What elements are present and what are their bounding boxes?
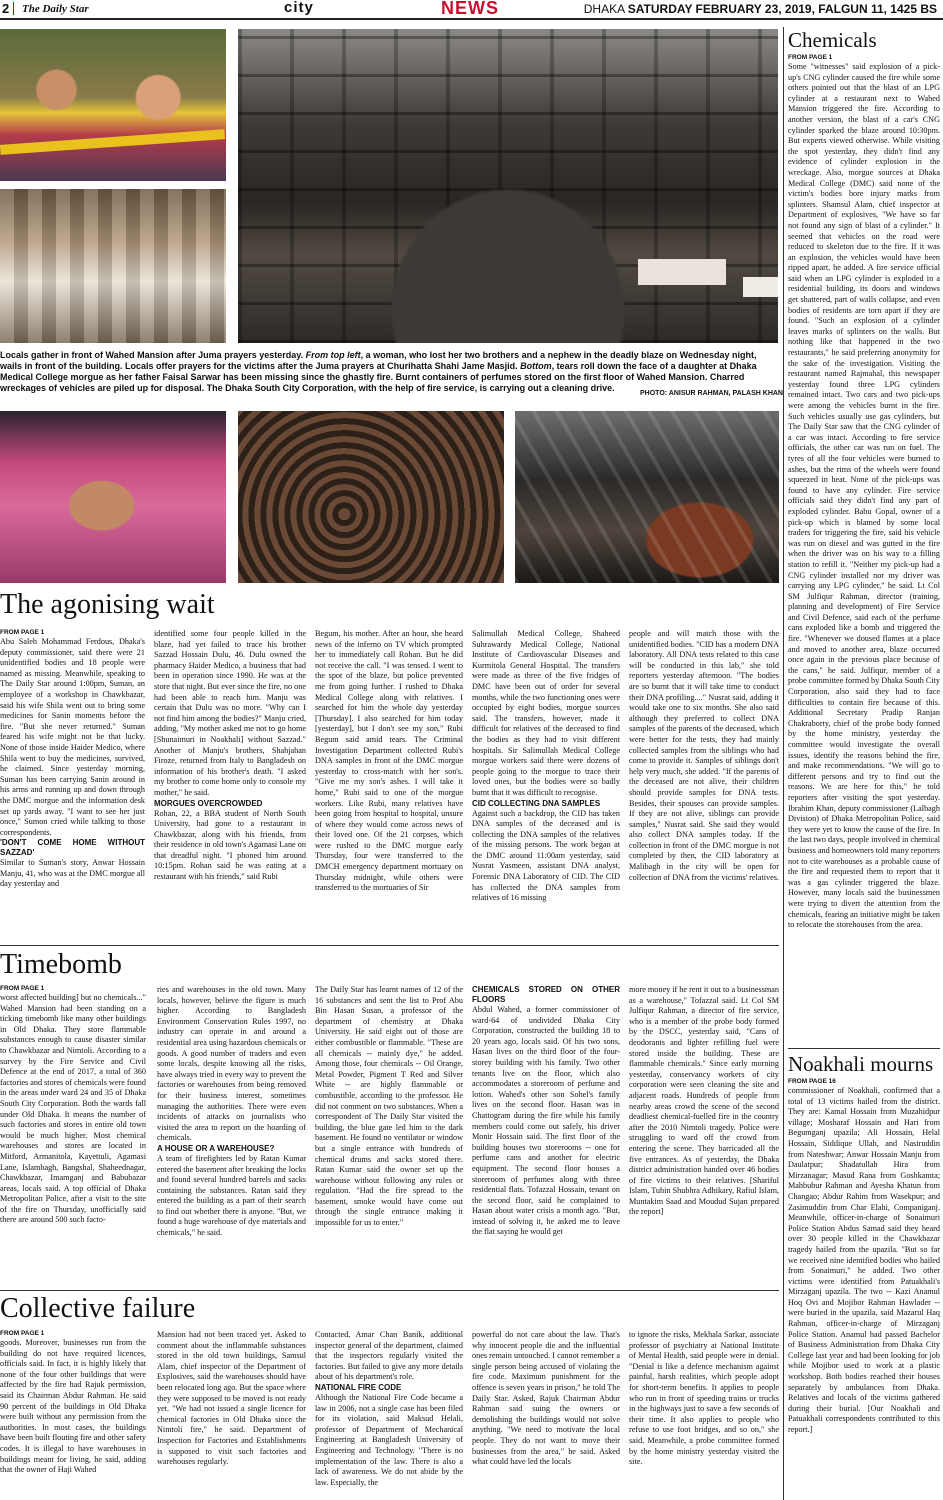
- collective-col-4: [472, 1330, 620, 1500]
- article-text: Against such a backdrop, the CID has taken DNA samples of the deceased and is collecting the DNA samples of the relatives of the missing persons. The work began at the DMC around 11:00am yesterday, said Nusrat Yasmeen, assistant DNA analyst, Forensic DNA Laboratory of CID. The CID has collected the DNA samples from relatives of 16 missing: [472, 808, 620, 903]
- subhead: A HOUSE OR A WAREHOUSE?: [157, 1143, 275, 1153]
- masthead-divider: [13, 2, 14, 15]
- photo-charred-vehicles: [515, 411, 779, 583]
- article-text: Begum, his mother. After an hour, she heard news of the inferno on TV which prompted her to immediately call Rohan. But he did not receive the call. "I was tensed. I went to the spot of the blaze, but police prevented me from going further. I rushed to Dhaka Medical College along with relatives. I searched for him the whole day yesterday [Thursday]. I also searched for him today [yesterday], but I don't see my son," Rubi Begum said amid tears. The Criminal Investigation Department collected Rubi's DNA samples in front of the DMC morgue yesterday to cross-match with her son's. "Give me my son's ashes. I will take it home," Rubi said to one of the morgue workers. Like Rubi, many relatives have been going from hospital to hospital, unsure of where they would come across news of their loved one. Of the 21 corpses, which were rushed to the DMC morgue early Thursday, four were transferred to the DMCH emergency department mortuary on Thursday midnight, while others were transferred to the mortuaries of Sir: [315, 629, 463, 893]
- agonising-col-2: [154, 629, 306, 941]
- newspaper-logo: The Daily Star: [22, 3, 89, 15]
- from-page-label: FROM PAGE 1: [0, 629, 45, 636]
- collective-col-1: [0, 1330, 146, 1500]
- article-text: people and will match those with the unidentified bodies. "CID has a modern DNA laboratory. All DNA tests related to this case will be conducted in this lab," she told reporters yesterday afternoon. "The bodies are so burnt that it will take time to conduct their DNA profiling...." Nusrat said, adding it would take one to six months. She also said although they preferred to collect DNA samples of the parents of the deceased, which were better for the tests, they had mainly collected samples from the siblings who had come to provide it. Samples of siblings don't help very much, she added. "If the parents of the deceased are not alive, their children should provide samples for DNA tests. Besides, their spouses can provide samples. If they are not alive, siblings can provide samples," Nusrat said. She said they would also collect DNA samples today. If the collection in front of the DMC morgue is not completed by then, the CID laboratory at Malibagh in the city will be open for collection of DNA from the victims' relatives.: [629, 629, 779, 882]
- headline-chemicals: Chemicals: [788, 28, 877, 52]
- article-text: more money if he rent it out to a businessman as a warehouse," Tofazzal said. Lt Col SM Julfiqur Rahman, a director of fire service, who is a member of the probe body formed by the DSCC, yesterday said, "Cans of deodorants and lighter refilling fuel were stored inside the building. These are flammable chemicals." Since early morning yesterday, conservancy workers of city corporation were seen cleaning the site and adjacent roads. Hundreds of people from nearby areas crowd the scene of the second deadliest chemical-fuelled fire in the country after the 2010 Nimtoli tragedy. Police were struggling to ward off the crowd from entering the scene. They barricaded all the five entrances. As of yesterday, the Dhaka district administration handed over 46 bodies of fire victims to their relatives. [Shariful Islam, Tuhin Shubhra Adhikary, Rafiul Islam, Muntakim Saad and Moudud Sujan prepared the report]: [629, 985, 779, 1217]
- article-text: Rohan, 22, a BBA student of North South University, had gone to a restaurant in Chawkbazar, along with his friends, from their residence in old town's Agamasi Lane on that dreadful night. "I phoned him around 10:15pm. Rohan said he was eating at a restaurant with his friends," said Rubi: [154, 808, 306, 882]
- article-text: powerful do not care about the law. That's why innocent people die and the influential ones remain untouched. I cannot remember a single person being accused of violating the fire code. Maximum punishment for the offence is seven years in prison," he told The Daily Star. Asked, Rajuk Chairman Abdur Rahman said suing the owners or demolishing the buildings would not solve anything. "We need to motivate the local people. They do not want to move their businesses from the area," he said. Asked what could have led the locals: [472, 1330, 620, 1467]
- photo-wailing-woman: [0, 29, 226, 181]
- collective-col-5: [629, 1330, 779, 1500]
- caption-text-3: , tears roll down the face of a daughter at Dhaka Medical College morgue as her father Faisal Sarwar has been missing since the ghastly fire. Burnt containers of perfumes stored on the first floor of Wahed Mansion. Charred wreckages of vehicles are piled up for disposal. The Dhaka South City Corporation, with the help of fire service, is carrying out a cleaning drive.: [0, 361, 757, 393]
- masthead: [0, 0, 943, 20]
- dateline: [584, 2, 937, 16]
- article-text: Abu Saleh Mohammad Ferdous, Dhaka's deputy commissioner, said there were 21 unidentified bodies and 18 people were named as missing. Meanwhile, speaking to The Daily Star around 1:00pm, Suman, an employee of a workshop in Chawkbazar, said his wife Shila went out to bring some medicines for Sanin moments before the fire. "But she never returned." Suman feared his wife might not be that lucky. None of those inside Haider Medico, where Shila went to buy the medicines, survived, he claimed. Since yesterday morning, Suman has been carrying Sanin around in his arms and running up and down through the DMC morgue and the information desk set up yards away. "I want to see her just once," Sumon cried while talking to those correspondents.: [0, 637, 145, 837]
- collective-col-3: [315, 1330, 463, 1500]
- article-text: Although the National Fire Code became a law in 2006, not a single case has been filed for its violation, said Maksud Helali, professor of Department of Mechanical Engineering at Bangladesh University of Engineering and Technology. "There is no implementation of the law. There is also a lack of awareness. We do not abide by the law. Especially, the: [315, 1392, 463, 1487]
- article-text: Abdul Wahed, a former commissioner of ward-64 of undivided Dhaka City Corporation, constructed the building 18 to 20 years ago, locals said. Of his two sons, Hasan lives on the third floor of the four-storey building with his family. Two other tenants live on the floor, which also accommodates a storeroom of perfume and lotion. Wahed's other son Sohel's family lives on the second floor. Hasan was in Chattogram during the fire while his family members could come out safely, his driver Monir Hossain said. The first floor of the building houses two storerooms -- one for perfume cans and another for electric equipment. The second floor houses a storeroom of perfumes along with three residential flats. Tofazzal Hossain, tenant on the second floor, said he complained to Hasan about water crisis a month ago. "But, instead of solving it, he asked me to leave the flat saying he would get: [472, 1005, 620, 1237]
- photo-wahed-mansion: [238, 29, 778, 343]
- noakhali-column: [788, 1078, 940, 1498]
- dateline-date: SATURDAY FEBRUARY 23, 2019, FALGUN 11, 1425 BS: [627, 2, 937, 16]
- article-text: The Daily Star has learnt names of 12 of the 16 substances and sent the list to Prof Abu Bin Hasan Susan, a professor of the department of chemistry at Dhaka University. He said eight out of those are either combustible or flammable. "These are all chemicals -- mainly dye," he added. Among those, four chemicals -- Oil Orange, Metal Powder, Pigment T Red and Silver White -- are highly flammable or combustible, according to the professor. He did not comment on two substances. When a correspondent of The Daily Star visited the building, the blue gate led him to the dark basement. He found no ventilator or window but a single entrance with hundreds of chemical drums and sacks stored there. Ratan Kumar said the owner set up the warehouse without following any rules or regulation. "Had the fire spread to the basement, smoke would have come out through the single entrance making it impossible for us to enter.": [315, 985, 463, 1228]
- timebomb-col-1: [0, 985, 146, 1285]
- photo-caption: [0, 350, 779, 394]
- building-banner: [638, 259, 726, 285]
- subhead: 'DON'T COME HOME WITHOUT SAZZAD': [0, 838, 145, 858]
- caption-text-2: , a woman, who lost her two brothers and a nephew in the deadly blaze on Wednesday night, wails in front of the building. Locals offer prayers for the victims after the Juma prayers at Churihatta Shahi Jame Masjid.: [0, 350, 757, 371]
- agonising-col-3: [315, 629, 463, 941]
- article-text: Mansion had not been traced yet. Asked to comment about the inflammable substances stored in the old town buildings, Samsul Alam, chief inspector of the Department of Explosives, said the warehouses should have been relocated long ago. But the space where they were supposed to be moved is not ready yet. "We had not issued a single licence for chemical factories in Old Dhaka since the Nimtoli fire," he said. Department of Inspection for Factories and Establishments is supposed to visit such factories and warehouses regularly.: [157, 1330, 306, 1467]
- from-page-label: FROM PAGE 1: [0, 1330, 45, 1337]
- agonising-col-4: [472, 629, 620, 941]
- section-divider: [0, 945, 779, 946]
- photo-credit: PHOTO: ANISUR RAHMAN, PALASH KHAN: [640, 390, 783, 397]
- dateline-city: DHAKA: [583, 2, 625, 16]
- chemicals-column: [788, 54, 940, 1044]
- police-tape: [0, 129, 225, 155]
- article-text: Contacted, Amar Chan Banik, additional inspector general of the department, claimed that the inspectors regularly visited the factories. But failed to give any more details about of his department's role.: [315, 1330, 463, 1382]
- headline-collective-failure: Collective failure: [0, 1293, 196, 1324]
- caption-italic-1: From top left: [305, 350, 361, 360]
- article-text: Some "witnesses" said explosion of a pick-up's CNG cylinder caused the fire while some others pointed out that the blast of an LPG cylinder at a restaurant next to Wahed Mansion triggered the fire. According to another version, the blast of a car's CNG cylinder sparked the blaze around 10:30pm. But experts viewed otherwise. While visiting the spot yesterday, they didn't find any evidence of cylinder explosion in the wreckage. Also, morgue sources at Dhaka Medical College (DMC) said none of the victim's bodies bore injury marks from splinters. Shamsul Alam, chief inspector at Department of explosives, "We have so far not found any sign of blast of a cylinder." It seemed that vehicles on the road were reduced to skeleton due to the fire. If it was an explosion, the vehicles would have been ripped apart, he added. A fire service official said when an LPG cylinder is exploded in a residential building, its doors and windows get shattered, part of walls collapse, and even bodies of residents are torn apart if they are found. "Such an explosion of a cylinder leaves marks of splinters on the walls. But nothing like that happened in the two restaurants," he said preferring anonymity for the sake of the investigation. Visiting the restaurant named Rajmahal, this newspaper yesterday found three LPG cylinders remained intact. Two cars and two pick-ups were among the vehicles burnt in the fire. Such vehicles usually use gas cylinders, but The Daily Star saw that the CNG cylinder of a car was intact. According to fire service officials, the other car was run on fuel. The tyres of all the four vehicles were burned to ashes, but the rims of the wheels were found squeezed in heat. None of the pick-ups was found to have any cylinder. Fire service officials said they didn't find any part of exploded cylinder. Babu Gopal, owner of a pick-up which is blamed by some local traders for triggering the fire, said his vehicle was run on diesel and was gutted in the fire when the driver was on his way to a filling station to refill it. "Neither my pick-up had a CNG cylinder installed nor my driver was carrying any LPG cylinder," he said. Lt Col SM Julfiqur Rahman, director (training, planning and development) of Fire Service and Civil Defence, said each of the perfume cans exploded like a bomb and triggered the fire. "Whenever we doused flames at a place and moved to another area, blaze occurred once again in the previous place because of the cans," he said. Julfiqur, member of a probe committee formed by Dhaka South City Corporation, also said they had to face difficulties to contain fire because of this. Additional Secretary Pradip Ranjan Chakraborty, chief of the probe body formed by the home ministry, yesterday the committee would investigate the overall issues, identify the reasons behind the fire, and make recommendations. "We will go to different persons and try to find out the reasons. We are here for this," he told reporters after visiting the spot yesterday. Ibrahim Khan, deputy commissioner (Lalbagh Division) of Dhaka Metropolitan Police, said they were yet to know the cause of the fire. In the last two days, people involved in chemical business and homeowners told many reporters not to cite warehouses as a probable cause of the fire and requested them to report that it was a gas cylinder triggered the blaze. However, many locals said the businessmen were trying to divert the attention from the chemicals, fearing an initiative might be taken to relocate the storehouses from the area.: [788, 62, 940, 930]
- article-text: Similar to Suman's story, Anwar Hossain Manju, 41, who was at the DMC morgue all day yesterday and: [0, 858, 145, 889]
- article-text: commissioner of Noakhali, confirmed that a total of 13 victims hailed from the district. They are: Kamal Hossain from Muzahidpur village; Mosharaf Hossain and Hari from Begumganj upazila; Ali Hossain, Helal Hossain, Siddique Ullah, and Nasiruddin from Nateshwar; Anwar Hossain Manju from Daulatpur; Shadatullah Hira from Mirzanagar; Masud Rana from Goshkamta; Mahbubur Rahman and Ayesha Khatun from Changao; Abdur Rahim from Wasekpur; and Zasimuddin from Char Elahi, Companiganj. Meanwhile, officer-in-charge of Sonaimuri Police Station Abdus Samad said they heard over 30 people killed in the Chawkbazar tragedy hailed from the upazila. "But so far we received nine identified bodies who hailed from Sonaimuri," he added. Two other victims were identified from Patuakhali's Mirzaganj upazila. The two -- Kazi Anamul Hoq Ovi and Mojibor Rahman Hawlader -- were buried in the upazila, said Mazarul Haq Rahman, officer-in-charge of Mirzaganj Police Station. Anamul had passed Bachelor of Business Administration from Dhaka City College last year and had been looking for job while Mojibor used to work at a plastic workshop. Both bodies reached their houses separately by ambulances from Dhaka. Relatives and locals of the victims gathered during their burial. [Our Noakhali and Patuakhali correspondents contributed to this report.]: [788, 1086, 940, 1434]
- timebomb-col-4: [472, 985, 620, 1285]
- category-label: NEWS: [441, 0, 499, 18]
- article-text: A team of firefighters led by Ratan Kumar entered the basement after breaking the locks and found several hundred barrels and sacks containing the substances. Ratan said they entered the building as a part of their search to find out whether there is anyone. "But, we found a huge warehouse of dye materials and chemicals," he said.: [157, 1153, 306, 1238]
- article-text: Salimullah Medical College, Shaheed Suhrawardy Medical College, National Institute of Cardiovascular Diseases and Kurmitola General Hospital. The transfers were made as three of the five fridges of DMC have been out of order for several months, while the two functioning ones were occupied by eight bodies, morgue sources said. The transfers, however, made it difficult for relatives of the deceased to find the bodies as they had to visit different hospitals. Sir Salimullah Medical College morgue workers said there were dozens of people going to the morgue to trace their loved ones, but the bodies were so badly burnt that it was difficult to recognise.: [472, 629, 620, 797]
- from-page-label: FROM PAGE 16: [788, 1078, 836, 1085]
- article-text: identified some four people killed in the blaze, had yet failed to trace his brother Sazzad Hossain Dulu, 46. Dulu owned the pharmacy Haider Medico, a business that had been in operation since 1990. He was at the store that night. But ever since the fire, no one had been able to reach him. Manju was certain that Dulu was no more. "Why can I not find him among the bodies?" Manju cried, adding, "My mother asked me not to go home [Shunaimuri in Noakhali] without Sazzad." Another of Manju's brothers, Shahjahan Firoze, returned from Italy to Bangladesh on information of his brother's death. "I asked my brother to come home only to console my mother," he said.: [154, 629, 306, 797]
- from-page-label: FROM PAGE 1: [788, 54, 833, 61]
- article-text: worst affected building] but no chemicals..." Wahed Mansion had been standing on a ticking timebomb like many other buildings in Old Dhaka. They store flammable substances enough to cause disaster similar to Chawkbazar and Nimtoli. According to a survey by the Fire Service and Civil Defence at the end of 2017, a total of 360 factories and stores of chemicals were found in the areas under ward 24 and 35 of Dhaka South City Corporation. Both the wards fall under Old Dhaka. It means the number of such factories and stores in entire old town would be much higher. Most chemical warehouses and stores are located in Mitford, Armanitola, Kayettuli, Agamasi Lane, Islambagh, Bangshal, Shaheednagar, Chawkbazar, Imamganj and Babubazar areas, locals said. A top official of Dhaka Metropolitan Police, after a visit to the site of the fire on Thursday, unofficially said there are around 500 such facto-: [0, 993, 146, 1225]
- timebomb-col-3: [315, 985, 463, 1285]
- caption-text-1: Locals gather in front of Wahed Mansion after Juma prayers yesterday.: [0, 350, 306, 360]
- sidebar-story-divider: [788, 1048, 940, 1049]
- page-number: 2: [2, 1, 10, 16]
- photo-prayer: [0, 189, 226, 343]
- headline-noakhali-mourns: Noakhali mourns: [788, 1052, 934, 1076]
- sidebar-divider: [783, 27, 784, 1500]
- photo-burnt-perfume-cans: [238, 411, 504, 583]
- subhead: CID COLLECTING DNA SAMPLES: [472, 798, 601, 808]
- headline-timebomb: Timebomb: [0, 949, 122, 980]
- timebomb-col-5: [629, 985, 779, 1285]
- photo-crying-girl: [0, 411, 226, 583]
- building-sign: [743, 277, 778, 297]
- from-page-label: FROM PAGE 1: [0, 985, 45, 992]
- article-text: ries and warehouses in the old town. Many locals, however, believe the figure is much higher. According to Bangladesh Environment Conservation Rules 1997, no industry can operate in and around a residential area using hazardous chemicals or goods. A good number of traders and even some locals, despite knowing all the risks, have always tried in every way to prevent the factories or warehouses from being removed for their business interest, sometimes managing the authorities. There were even incidents of attacks on journalists who visited the area to report on the hoarding of chemicals.: [157, 985, 306, 1143]
- section-divider: [0, 1290, 779, 1291]
- subhead: NATIONAL FIRE CODE: [315, 1382, 402, 1392]
- subhead: MORGUES OVERCROWDED: [154, 798, 263, 808]
- caption-italic-2: Bottom: [520, 361, 552, 371]
- section-name: city: [284, 0, 314, 16]
- headline-agonising-wait: The agonising wait: [0, 589, 215, 620]
- article-text: goods. Moreover, businesses run from the building do not have required licences, officials said. In fact, it is highly likely that none of the four other buildings that were affected by the fire had Rajuk permission, said its Chairman Abdur Rahman. He said 90 percent of the buildings in Old Dhaka were built without any permission from the authorities. In most cases, the buildings have been built flouting fire and other safety codes. It is illegal to have warehouses in buildings meant for living, he said, adding that the owner of Haji Wahed: [0, 1338, 146, 1475]
- agonising-col-1: [0, 629, 145, 941]
- collective-col-2: [157, 1330, 306, 1500]
- agonising-col-5: [629, 629, 779, 941]
- timebomb-col-2: [157, 985, 306, 1285]
- article-text: to ignore the risks, Mekhala Sarkar, associate professor of psychiatry at National Institute of Mental Health, said people were in denial. "Denial is like a defence mechanism against painful, harsh realities, which people adopt for short-term benefits. It applies to people who run in front of speeding trains or trucks in the highways just to save a few seconds of their time. It also applies to people who refuse to use foot bridges, and so on," she said. Meanwhile, a probe committee formed by the home ministry yesterday visited the site.: [629, 1330, 779, 1467]
- subhead: CHEMICALS STORED ON OTHER FLOORS: [472, 985, 620, 1004]
